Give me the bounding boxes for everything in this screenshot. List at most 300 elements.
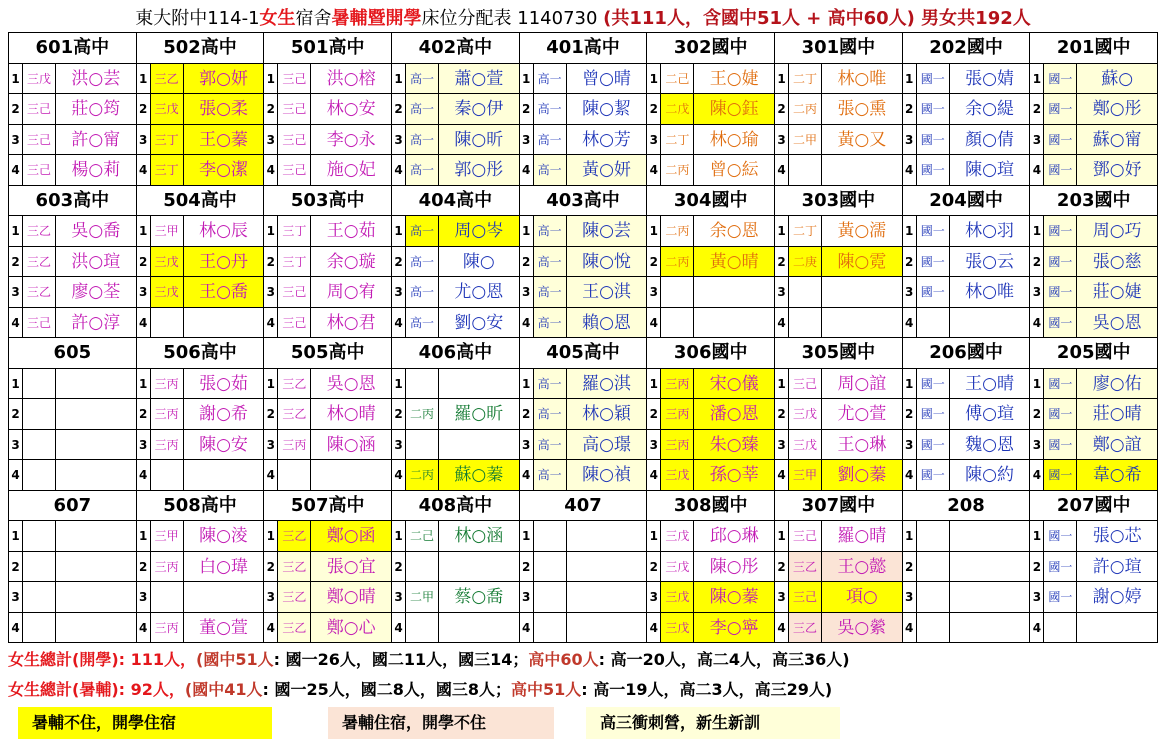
bed-slot [647,430,775,461]
bed-number: 1 [264,64,278,94]
bed-number: 3 [1030,125,1044,155]
bed-number: 3 [520,277,534,307]
student-class [534,613,567,643]
student-class: 三己 [23,94,56,124]
bed-number: 2 [137,247,151,277]
student-name: 林○唯 [837,68,887,89]
room-header: 507高中 [264,491,392,522]
bed-slot [137,369,265,400]
bed-number: 4 [137,308,151,338]
summary-summer [8,675,1158,705]
bed-slot [903,399,1031,430]
student-name: 黃○濡 [837,221,887,241]
student-class: 國一 [1044,277,1077,307]
bed-number: 3 [903,277,917,307]
student-class: 國一 [1044,64,1077,94]
student-name: 鄭○晴 [311,582,391,612]
student-class: 三乙 [789,613,822,643]
bed-slot [264,64,392,95]
bed-number: 4 [264,460,278,490]
student-name [567,582,647,612]
student-name: 吳○縈 [822,613,902,643]
bed-slot [9,155,137,186]
student-class [151,582,184,612]
room-header: 203國中 [1030,186,1158,217]
student-class: 二甲 [406,582,439,612]
bed-slot [520,552,648,583]
student-name: 謝○希 [199,404,248,424]
bed-number: 4 [903,155,917,185]
room-header: 308國中 [647,491,775,522]
student-name: 黃○晴 [694,247,774,277]
bed-number: 2 [775,552,789,582]
student-class: 高一 [534,155,567,185]
bed-number: 3 [775,125,789,155]
student-name: 宋○儀 [694,369,774,399]
student-class [406,430,439,460]
student-class: 二丁 [661,125,694,155]
student-name: 吳○喬 [71,221,121,241]
student-class: 國一 [1044,521,1077,551]
student-name: 張○茹 [199,373,248,394]
student-name [822,308,902,338]
bed-number: 3 [392,430,406,460]
student-name: 李○潔 [184,155,264,185]
bed-slot [392,399,520,430]
student-class: 高一 [406,125,439,155]
student-name: 陳○ [462,251,495,272]
student-name: 尤○恩 [454,282,504,302]
student-name: 陳○霓 [822,247,902,277]
title-table-name: 床位分配表 1140730 [421,8,604,29]
student-class [151,308,184,338]
bed-slot [1030,582,1158,613]
bed-number: 2 [264,552,278,582]
student-name: 陳○涵 [326,434,376,455]
bed-slot [137,277,265,308]
student-name: 黃○又 [837,129,887,150]
bed-number: 4 [520,460,534,490]
room-header: 402高中 [392,33,520,64]
bed-slot [647,216,775,247]
student-name [950,613,1030,643]
student-name: 陳○絜 [582,99,631,119]
bed-number: 4 [903,613,917,643]
bed-number: 4 [1030,460,1044,490]
student-class: 高一 [534,369,567,399]
student-class: 三戊 [789,399,822,429]
student-class: 國一 [917,216,950,246]
student-name: 鄧○妤 [1077,155,1157,185]
bed-slot [903,64,1031,95]
bed-slot [9,247,137,278]
bed-slot [137,460,265,491]
room-header: 206國中 [903,338,1031,369]
student-name: 陳○芸 [567,216,647,246]
bed-slot [137,216,265,247]
student-class: 國一 [1044,369,1077,399]
bed-number: 3 [264,277,278,307]
bed-number: 1 [647,369,661,399]
student-name: 余○緹 [965,99,1014,119]
student-name: 陳○安 [199,434,248,455]
student-class: 三己 [278,277,311,307]
bed-number: 3 [9,582,23,612]
student-class: 二甲 [789,125,822,155]
student-class [661,277,694,307]
bed-number: 2 [903,94,917,124]
student-name: 曾○紜 [709,160,759,180]
student-name: 許○瑄 [1092,556,1142,577]
student-name: 王○喬 [184,277,264,307]
bed-slot [520,94,648,125]
bed-number: 2 [1030,552,1044,582]
bed-slot [137,64,265,95]
student-class: 二丙 [661,216,694,246]
bed-slot [647,247,775,278]
bed-number: 1 [775,64,789,94]
bed-slot [520,399,648,430]
bed-number: 1 [520,64,534,94]
student-class: 三己 [278,308,311,338]
student-class: 三己 [278,155,311,185]
bed-slot [903,277,1031,308]
student-name [439,613,519,643]
student-class: 高一 [534,94,567,124]
bed-slot [9,94,137,125]
student-class [23,552,56,582]
bed-number: 4 [647,460,661,490]
bed-number: 1 [392,369,406,399]
bed-number: 1 [775,521,789,551]
bed-slot [903,308,1031,339]
bed-number: 3 [392,125,406,155]
student-class: 三己 [23,155,56,185]
bed-row [9,582,1158,613]
student-class: 三戊 [789,430,822,460]
bed-number: 3 [903,582,917,612]
student-class: 三己 [278,125,311,155]
bed-number: 4 [1030,613,1044,643]
bed-number: 1 [1030,216,1044,246]
bed-number: 2 [9,399,23,429]
bed-number: 2 [264,94,278,124]
bed-number: 2 [520,247,534,277]
bed-number: 4 [264,613,278,643]
student-class: 國一 [1044,308,1077,338]
student-class: 三乙 [23,247,56,277]
student-name: 楊○莉 [71,160,121,180]
student-class: 國一 [1044,460,1077,490]
bed-slot [1030,552,1158,583]
bed-row [9,247,1158,278]
bed-slot [9,552,137,583]
bed-number: 1 [137,521,151,551]
student-name: 周○誼 [837,373,887,394]
bed-number: 3 [137,430,151,460]
bed-slot [903,94,1031,125]
bed-number: 1 [520,216,534,246]
bed-slot [520,247,648,278]
bed-slot [392,277,520,308]
student-name [311,460,391,490]
student-class [23,582,56,612]
student-name: 陳○昕 [439,125,519,155]
bed-slot [392,216,520,247]
bed-number: 2 [647,399,661,429]
bed-row [9,399,1158,430]
student-class: 國一 [917,369,950,399]
student-name: 吳○恩 [1077,308,1157,338]
student-name: 王○琳 [837,434,887,455]
bed-slot [775,460,903,491]
bed-number: 4 [9,613,23,643]
student-name: 劉○安 [454,312,504,333]
student-class [789,277,822,307]
bed-number: 4 [392,613,406,643]
bed-slot [264,247,392,278]
bed-slot [520,521,648,552]
room-header: 406高中 [392,338,520,369]
student-name: 白○瑋 [199,556,248,577]
bed-slot [392,64,520,95]
bed-number: 2 [647,94,661,124]
bed-number: 2 [392,399,406,429]
bed-number: 1 [392,64,406,94]
bed-number: 3 [264,430,278,460]
room-header: 508高中 [137,491,265,522]
student-class: 三戊 [661,460,694,490]
bed-slot [903,369,1031,400]
student-name: 潘○恩 [694,399,774,429]
student-name [56,369,136,399]
student-name: 郭○彤 [439,155,519,185]
bed-number: 1 [137,369,151,399]
student-class: 三戊 [661,552,694,582]
student-class [23,613,56,643]
student-name: 林○晴 [326,404,376,424]
student-name: 蘇○ [1077,64,1157,94]
bed-number: 2 [392,247,406,277]
student-class: 三戊 [661,521,694,551]
bed-slot [903,430,1031,461]
student-name: 孫○莘 [694,460,774,490]
room-header: 506高中 [137,338,265,369]
bed-number: 3 [1030,277,1044,307]
student-class: 國一 [1044,399,1077,429]
bed-slot [137,430,265,461]
student-name: 張○慈 [1077,247,1157,277]
bed-number: 2 [137,399,151,429]
bed-slot [392,613,520,644]
student-class [917,613,950,643]
bed-slot [775,369,903,400]
bed-slot [1030,399,1158,430]
student-class [534,582,567,612]
student-name [56,430,136,460]
student-name: 韋○希 [1077,460,1157,490]
bed-slot [9,369,137,400]
student-name: 林○涵 [454,526,504,546]
bed-slot [264,552,392,583]
student-class: 高一 [534,399,567,429]
bed-number: 1 [9,216,23,246]
bed-number: 4 [9,155,23,185]
bed-number: 3 [392,277,406,307]
room-header: 401高中 [520,33,648,64]
room-header: 302國中 [647,33,775,64]
student-class: 高一 [406,277,439,307]
student-class: 二丙 [406,399,439,429]
bed-slot [9,308,137,339]
bed-number: 4 [1030,155,1044,185]
student-name: 林○安 [326,99,376,119]
student-name: 蕭○萱 [439,64,519,94]
student-class: 高一 [534,216,567,246]
page [8,5,1158,739]
bed-slot [1030,460,1158,491]
student-class: 國一 [1044,155,1077,185]
student-name: 蘇○甯 [1077,125,1157,155]
bed-number: 4 [137,155,151,185]
student-class: 國一 [1044,216,1077,246]
student-class: 三乙 [278,399,311,429]
student-class [789,308,822,338]
bed-number: 1 [9,369,23,399]
student-name: 張○婧 [965,68,1014,89]
room-header: 403高中 [520,186,648,217]
bed-number: 3 [9,125,23,155]
student-name: 廖○佑 [1077,369,1157,399]
bed-slot [392,247,520,278]
student-name: 陳○鈺 [694,94,774,124]
legend-pink: 暑輔住宿，開學不住 [328,707,554,739]
room-header: 301國中 [775,33,903,64]
room-header: 205國中 [1030,338,1158,369]
bed-number: 4 [520,308,534,338]
student-name: 陳○蓁 [694,582,774,612]
student-name: 劉○蓁 [822,460,902,490]
bed-slot [137,613,265,644]
student-name: 董○萱 [199,617,248,638]
bed-number: 3 [520,125,534,155]
bed-slot [775,216,903,247]
bed-slot [903,582,1031,613]
room-header: 501高中 [264,33,392,64]
bed-slot [264,369,392,400]
room-header: 306國中 [647,338,775,369]
bed-number: 2 [1030,247,1044,277]
bed-row [9,64,1158,95]
student-class: 三己 [278,64,311,94]
student-class [278,460,311,490]
bed-slot [520,369,648,400]
student-class: 高一 [406,94,439,124]
bed-slot [137,247,265,278]
bed-number: 3 [520,430,534,460]
bed-number: 2 [775,247,789,277]
student-class: 高一 [534,430,567,460]
bed-slot [9,521,137,552]
bed-number: 1 [903,216,917,246]
student-class: 三丙 [661,369,694,399]
bed-slot [392,369,520,400]
bed-number: 3 [775,582,789,612]
student-class [406,552,439,582]
bed-number: 2 [903,247,917,277]
bed-row [9,277,1158,308]
student-class: 國一 [1044,125,1077,155]
student-class: 三甲 [789,460,822,490]
bed-number: 4 [903,308,917,338]
bed-number: 1 [1030,369,1044,399]
student-class: 三乙 [23,216,56,246]
bed-slot [647,277,775,308]
bed-number: 3 [647,430,661,460]
bed-slot [647,521,775,552]
bed-slot [903,521,1031,552]
bed-number: 1 [775,369,789,399]
bed-number: 2 [264,247,278,277]
bed-number: 4 [647,308,661,338]
bed-slot [137,155,265,186]
student-name: 王○晴 [965,373,1014,394]
student-name: 張○芯 [1092,526,1142,546]
room-header: 304國中 [647,186,775,217]
room-header: 505高中 [264,338,392,369]
bed-number: 4 [520,613,534,643]
student-class: 三乙 [789,552,822,582]
bed-slot [1030,216,1158,247]
bed-slot [264,582,392,613]
bed-slot [520,277,648,308]
bed-slot [520,125,648,156]
summary-semester-junior: (國中51人 [196,650,274,669]
bed-slot [9,125,137,156]
bed-number: 3 [1030,582,1044,612]
bed-number: 3 [9,277,23,307]
bed-slot [1030,613,1158,644]
bed-slot [392,94,520,125]
bed-number: 2 [775,94,789,124]
student-name [567,613,647,643]
bed-row [9,613,1158,644]
bed-number: 2 [137,552,151,582]
bed-slot [392,460,520,491]
bed-number: 1 [520,369,534,399]
student-class: 三己 [789,521,822,551]
student-name [56,613,136,643]
bed-number: 2 [1030,94,1044,124]
student-class: 國一 [917,430,950,460]
student-class: 二己 [661,64,694,94]
student-name [184,460,264,490]
bed-number: 3 [137,125,151,155]
bed-slot [903,216,1031,247]
bed-slot [647,369,775,400]
room-header: 605 [9,338,137,369]
student-class: 高一 [534,125,567,155]
student-name: 洪○瑄 [71,251,121,272]
student-class: 三丙 [661,430,694,460]
student-name [1077,613,1157,643]
page-title [8,5,1158,32]
bed-number: 1 [9,64,23,94]
bed-slot [137,308,265,339]
bed-slot [775,247,903,278]
student-class: 二丁 [789,216,822,246]
student-class: 三乙 [278,552,311,582]
